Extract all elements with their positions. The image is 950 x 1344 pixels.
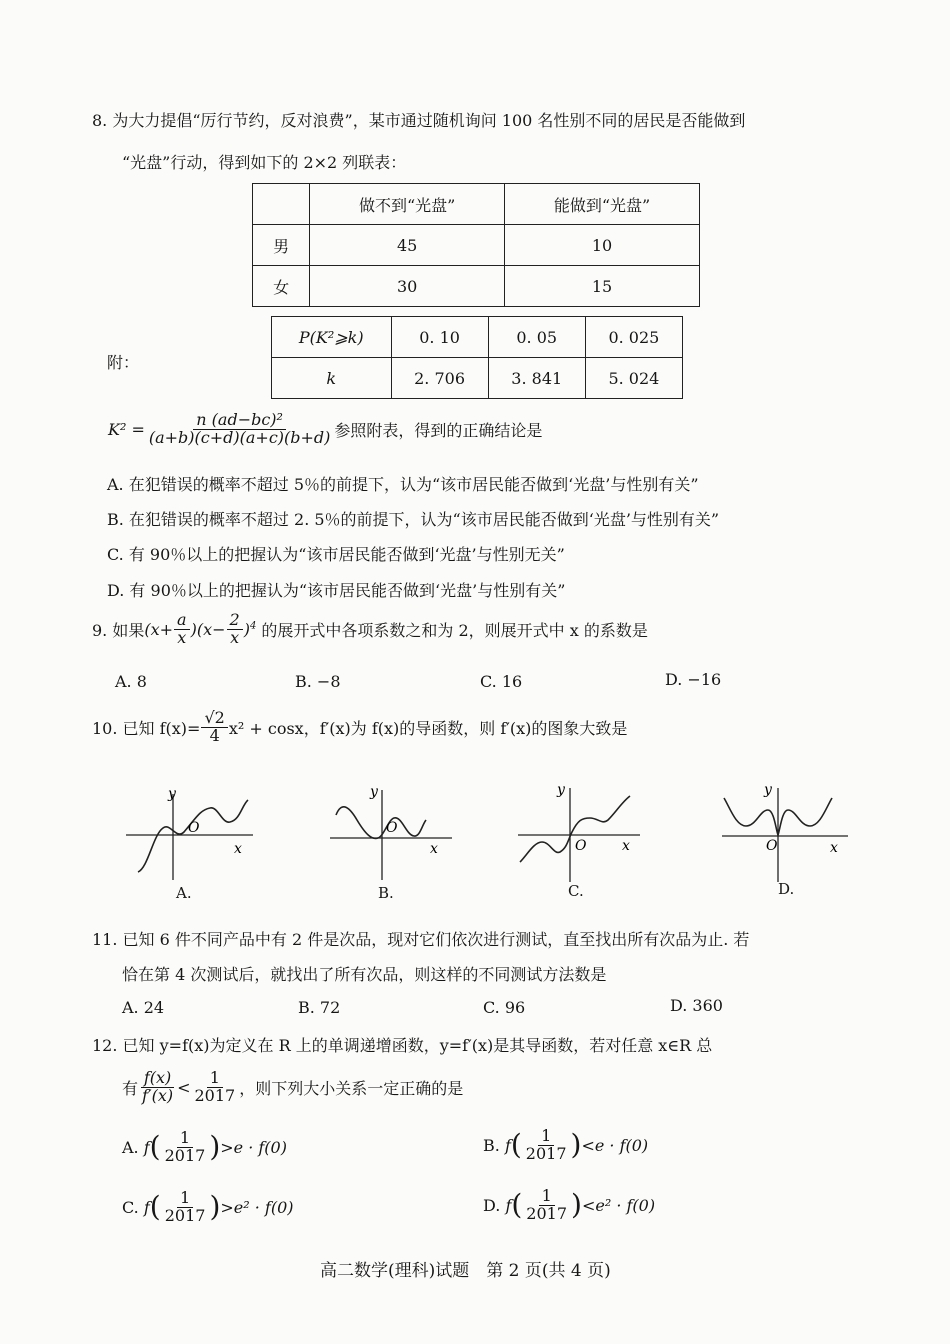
q11-line2: 恰在第 4 次测试后，就找出了所有次品，则这样的不同测试方法数是 xyxy=(122,965,607,984)
graph-c-origin: O xyxy=(575,838,587,854)
table-cell: 10 xyxy=(505,225,700,266)
k-squared-formula xyxy=(108,412,542,447)
q9-fraction-2-over-x: $\frac{2}{x}$ xyxy=(227,612,243,647)
q11-option-b: B. 72 xyxy=(298,998,341,1017)
table-row xyxy=(272,317,683,358)
table-cell: P(K²⩾k) xyxy=(272,317,392,358)
q12-line2-suffix: ，则下列大小关系一定正确的是 xyxy=(239,1078,464,1098)
q8-option-b: B. 在犯错误的概率不超过 2. 5％的前提下，认为“该市居民能否做到‘光盘’与性别有关” xyxy=(107,510,720,529)
option-relation: >e² · f(0) xyxy=(220,1197,294,1217)
q11-option-d: D. 360 xyxy=(670,996,723,1015)
graph-c-y-label: y xyxy=(557,782,565,798)
q11-line1: 11. 已知 6 件不同产品中有 2 件是次品，现对它们依次进行测试，直至找出所有次品为止. 若 xyxy=(92,930,750,949)
graph-c xyxy=(512,780,662,885)
formula-numerator: n (ad−bc)² xyxy=(193,412,286,430)
q12-option-c: C. f ( $\frac{1}{2017}$ ) >e² · f(0) xyxy=(122,1188,294,1225)
q8-option-a: A. 在犯错误的概率不超过 5％的前提下，认为“该市居民能否做到‘光盘’与性别有关” xyxy=(107,475,699,494)
graph-b xyxy=(322,780,472,885)
table-cell: 0. 025 xyxy=(585,317,682,358)
table-cell: 5. 024 xyxy=(585,358,682,399)
q12-line2-prefix: 有 xyxy=(122,1078,139,1098)
critical-value-table xyxy=(271,316,683,399)
option-label: B. xyxy=(483,1135,500,1155)
table-header-cell: 做不到“光盘” xyxy=(310,184,505,225)
table-cell: 男 xyxy=(253,225,310,266)
q9-option-c: C. 16 xyxy=(480,672,523,691)
q12-line2: 有 $\frac{f(x)}{f'(x)}$ < $\frac{1}{2017}$ ，则下列大小关系一定正确的是 xyxy=(122,1068,464,1105)
graph-c-x-label: x xyxy=(622,838,630,854)
q12-fraction-f-over-fprime: $\frac{f(x)}{f'(x)}$ xyxy=(142,1068,174,1105)
table-header-cell xyxy=(253,184,310,225)
q12-option-a: A. f ( $\frac{1}{2017}$ ) >e · f(0) xyxy=(122,1128,287,1165)
graph-a-label: A. xyxy=(176,884,192,902)
table-cell: 15 xyxy=(505,266,700,307)
q10-stem xyxy=(92,710,627,745)
option-relation: >e · f(0) xyxy=(220,1137,287,1157)
graph-d xyxy=(718,780,868,885)
graph-a-y-label: y xyxy=(168,786,176,802)
formula-denominator: (a+b)(c+d)(a+c)(b+d) xyxy=(148,427,331,447)
option-label: C. xyxy=(122,1197,139,1217)
q9-stem: 9. 如果 (x+ $\frac{a}{x}$ )(x− $\frac{2}{x}$ )$^4$ 的展开式中各项系数之和为 2，则展开式中 x 的系数是 xyxy=(92,610,648,647)
formula-fraction xyxy=(146,412,334,447)
table-header-cell: 能做到“光盘” xyxy=(505,184,700,225)
option-label: A. xyxy=(122,1137,139,1157)
graph-a-x-label: x xyxy=(234,841,242,857)
table-row xyxy=(253,225,700,266)
option-label: D. xyxy=(483,1195,501,1215)
q11-option-c: C. 96 xyxy=(483,998,526,1017)
graph-b-label: B. xyxy=(378,884,394,902)
table-cell: 45 xyxy=(310,225,505,266)
option-relation: <e² · f(0) xyxy=(581,1195,656,1215)
appendix-label: 附： xyxy=(107,353,140,372)
graph-d-x-label: x xyxy=(830,840,838,856)
formula-tail: 参照附表，得到的正确结论是 xyxy=(334,420,543,440)
q11-option-a: A. 24 xyxy=(122,998,165,1017)
q12-fraction-1-over-2017: $\frac{1}{2017}$ xyxy=(194,1068,236,1105)
graph-d-origin: O xyxy=(766,838,778,854)
option-relation: <e · f(0) xyxy=(581,1135,649,1155)
graph-a xyxy=(118,780,268,885)
graph-d-y-label: y xyxy=(764,782,772,798)
table-header-row xyxy=(253,184,700,225)
table-cell: 0. 05 xyxy=(488,317,585,358)
q8-line1: 8. 为大力提倡“厉行节约，反对浪费”，某市通过随机询问 100 名性别不同的居民是否能做到 xyxy=(92,111,746,130)
q10-suffix: x² + cosx，f′(x)为 f(x)的导函数，则 f′(x)的图象大致是 xyxy=(228,718,628,738)
q9-option-d: D. −16 xyxy=(665,670,722,689)
q12-option-d: D. f ( $\frac{1}{2017}$ ) <e² · f(0) xyxy=(483,1186,656,1223)
page-footer: 高二数学(理科)试题 第 2 页(共 4 页) xyxy=(320,1261,611,1281)
q12-line1: 12. 已知 y=f(x)为定义在 R 上的单调递增函数，y=f′(x)是其导函数，若对任意 x∈R 总 xyxy=(92,1036,713,1055)
q10-fraction-sqrt2-over-4: $\frac{√2}{4}$ xyxy=(201,710,227,745)
table-cell: 30 xyxy=(310,266,505,307)
graph-a-origin: O xyxy=(188,820,200,836)
table-cell: 0. 10 xyxy=(391,317,488,358)
graph-b-y-label: y xyxy=(370,784,378,800)
q8-option-c: C. 有 90％以上的把握认为“该市居民能否做到‘光盘’与性别无关” xyxy=(107,545,565,564)
table-row xyxy=(253,266,700,307)
q9-suffix: 的展开式中各项系数之和为 2，则展开式中 x 的系数是 xyxy=(261,620,648,640)
q9-option-a: A. 8 xyxy=(115,672,147,691)
q12-option-b: B. f ( $\frac{1}{2017}$ ) <e · f(0) xyxy=(483,1126,649,1163)
q8-option-d: D. 有 90％以上的把握认为“该市居民能否做到‘光盘’与性别有关” xyxy=(107,581,566,600)
table-cell: 女 xyxy=(253,266,310,307)
graph-b-origin: O xyxy=(386,820,398,836)
table-cell: 3. 841 xyxy=(488,358,585,399)
table-cell: k xyxy=(272,358,392,399)
q10-prefix: 10. 已知 f(x)= xyxy=(92,718,201,738)
contingency-table xyxy=(252,183,700,307)
graph-b-x-label: x xyxy=(430,841,438,857)
formula-lhs: K² = xyxy=(108,419,145,439)
q9-fraction-a-over-x: $\frac{a}{x}$ xyxy=(174,612,190,647)
table-cell: 2. 706 xyxy=(391,358,488,399)
q9-option-b: B. −8 xyxy=(295,672,341,691)
q9-prefix: 9. 如果 xyxy=(92,620,145,640)
graph-d-label: D. xyxy=(778,880,795,898)
q8-line2: “光盘”行动，得到如下的 2×2 列联表： xyxy=(122,153,407,172)
table-row xyxy=(272,358,683,399)
graph-c-label: C. xyxy=(568,882,584,900)
